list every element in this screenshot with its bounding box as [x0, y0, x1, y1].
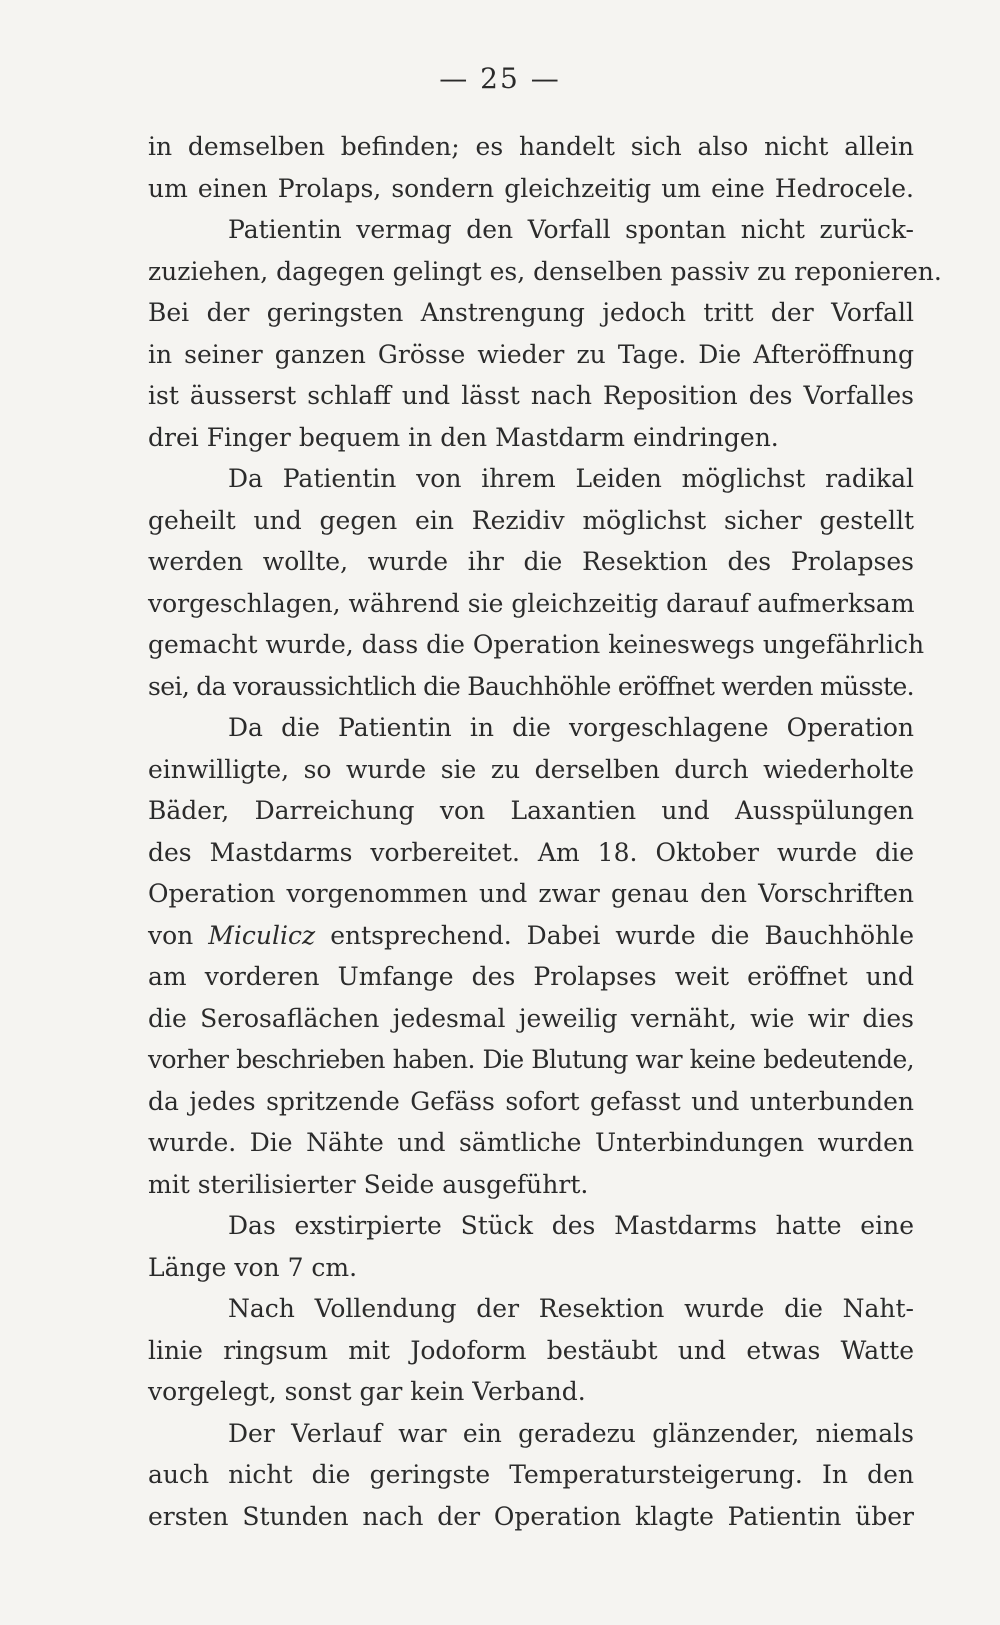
line-rest: entsprechend. Dabei wurde die Bauchhöhle: [330, 920, 914, 950]
text-line: Der Verlauf war ein geradezu glänzender, niemals: [228, 1418, 914, 1448]
text-line: zuziehen, dagegen gelingt es, denselben passiv zu reponieren.: [148, 256, 942, 286]
text-line: sei, da voraussichtlich die Bauchhöhle eröffnet werden müsste.: [148, 671, 914, 701]
paragraph-1: [148, 126, 914, 209]
text-line: Das exstirpierte Stück des Mastdarms hatte eine: [228, 1211, 914, 1240]
body-text: [148, 126, 942, 1537]
text-line: ist äusserst schlaff und lässt nach Reposition des Vorfalles: [148, 381, 914, 410]
text-line: linie ringsum mit Jodoform bestäubt und etwas Watte: [148, 1335, 914, 1365]
text-line: gemacht wurde, dass die Operation keineswegs ungefährlich: [148, 630, 925, 659]
text-line: Nach Vollendung der Resektion wurde die Naht-: [228, 1294, 914, 1323]
text-line: um einen Prolaps, sondern gleichzeitig um eine Hedrocele.: [148, 173, 914, 203]
text-line: am vorderen Umfange des Prolapses weit eröffnet und: [148, 962, 914, 991]
line-prefix: von: [148, 920, 194, 950]
text-line: da jedes spritzende Gefäss sofort gefasst und unterbunden: [148, 1086, 914, 1116]
paragraph-7: [148, 1413, 914, 1538]
text-line: vorgeschlagen, während sie gleichzeitig darauf aufmerksam: [148, 588, 915, 618]
paragraph-3: [148, 458, 925, 707]
text-line: werden wollte, wurde ihr die Resektion des Prolapses: [148, 547, 914, 576]
text-line: einwilligte, so wurde sie zu derselben durch wiederholte: [148, 754, 914, 784]
text-line: vorher beschrieben haben. Die Blutung war keine bedeutende,: [148, 1045, 914, 1074]
paragraph-5: [148, 1205, 914, 1288]
text-line: Länge von 7 cm.: [148, 1252, 358, 1282]
text-line: in demselben befinden; es handelt sich also nicht allein: [148, 132, 914, 161]
text-line: auch nicht die geringste Temperatursteigerung. In den: [148, 1460, 914, 1489]
paragraph-6: [148, 1288, 914, 1413]
text-line: mit sterilisierter Seide ausgeführt.: [148, 1169, 589, 1199]
page-number: — 25 —: [439, 62, 561, 95]
text-line: ersten Stunden nach der Operation klagte Patientin über: [148, 1501, 914, 1531]
text-line: in seiner ganzen Grösse wieder zu Tage. Die Afteröffnung: [148, 339, 914, 369]
text-line: Da Patientin von ihrem Leiden möglichst radikal: [228, 464, 914, 493]
text-line: wurde. Die Nähte und sämtliche Unterbindungen wurden: [148, 1128, 914, 1157]
text-line: Da die Patientin in die vorgeschlagene Operation: [228, 713, 914, 742]
text-line-with-name: [148, 915, 914, 957]
text-line: Bäder, Darreichung von Laxantien und Ausspülungen: [148, 796, 914, 825]
text-line: vorgelegt, sonst gar kein Verband.: [148, 1377, 586, 1406]
author-name: Miculicz: [208, 920, 316, 950]
paragraph-2: [148, 209, 942, 458]
text-line: des Mastdarms vorbereitet. Am 18. Oktober wurde die: [148, 837, 914, 867]
paragraph-4: [148, 707, 914, 1205]
text-line: Patientin vermag den Vorfall spontan nicht zurück-: [228, 215, 914, 244]
text-line: Bei der geringsten Anstrengung jedoch tritt der Vorfall: [148, 298, 914, 327]
text-line: die Serosaflächen jedesmal jeweilig vernäht, wie wir dies: [148, 1003, 914, 1033]
text-line: geheilt und gegen ein Rezidiv möglichst sicher gestellt: [148, 505, 914, 535]
text-line: Operation vorgenommen und zwar genau den Vorschriften: [148, 879, 914, 908]
text-line: drei Finger bequem in den Mastdarm eindringen.: [148, 422, 779, 452]
